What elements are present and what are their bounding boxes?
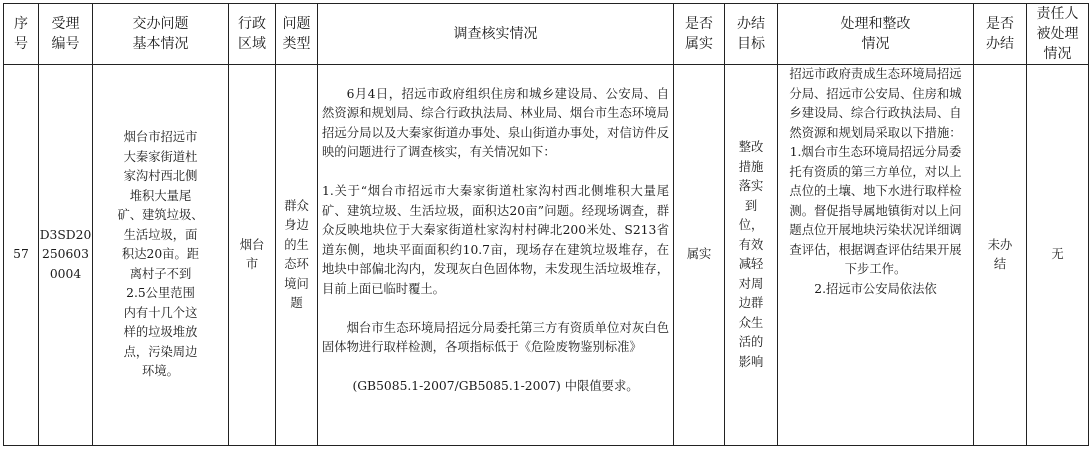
- rectification-para-1: 招远市政府责成生态环境局招远分局、招远市公安局、住房和城乡建设局、综合行政执法局、自然资源和规划局采取以下措施：: [789, 67, 962, 140]
- investigation-para-4: (GB5085.1-2007/GB5085.1-2007) 中限值要求。: [352, 379, 639, 393]
- table-row: [4, 65, 1089, 446]
- investigation-para-3: 烟台市生态环境局招远分局委托第三方有资质单位对灰白色固体物进行取样检测，各项指标低于《危险废物鉴别标准》: [322, 320, 669, 354]
- header-issue-type: 问题 类型: [276, 4, 318, 65]
- investigation-para-1: 6月4日，招远市政府组织住房和城乡建设局、公安局、自然资源和规划局、综合行政执法局、林业局、烟台市生态环境局招远分局以及大秦家街道办事处、泉山街道办事处，对信访件反映的问题进行了调查核实，有关情况如下：: [322, 86, 669, 159]
- cell-accountability: 无: [1027, 65, 1089, 446]
- cell-district: 烟台 市: [229, 65, 276, 446]
- cell-completed: 未办 结: [974, 65, 1027, 446]
- header-row: [4, 4, 1089, 65]
- cell-goal: 整改 措施 落实 到 位， 有效 减轻 对周 边群 众生 活的 影响: [725, 65, 778, 446]
- header-completed: 是否 办结: [974, 4, 1027, 65]
- cell-seq: 57: [4, 65, 39, 446]
- header-verified: 是否 属实: [674, 4, 725, 65]
- cell-investigation: [318, 65, 674, 446]
- rectification-para-2: 1.烟台市生态环境局招远分局委托有资质的第三方单位，对以上点位的土壤、地下水进行取样检测。督促指导属地镇街对以上问题点位开展地块污染状况详细调查评估，根据调查评估结果开展下步工作。: [789, 145, 962, 276]
- header-accountability: 责任人 被处理 情况: [1027, 4, 1089, 65]
- header-issue: 交办问题 基本情况: [93, 4, 229, 65]
- header-rectification: 处理和整改 情况: [778, 4, 974, 65]
- header-case-no: 受理 编号: [39, 4, 93, 65]
- cell-verified: 属实: [674, 65, 725, 446]
- rectification-para-3: 2.招远市公安局依法依: [814, 281, 937, 296]
- header-district: 行政 区域: [229, 4, 276, 65]
- investigation-para-2: 1.关于“烟台市招远市大秦家街道杜家沟村西北侧堆积大量尾矿、建筑垃圾、生活垃圾，面积达20亩”问题。经现场调查，群众反映地块位于大秦家街道杜家沟村村碑北200米处、S213省道东侧，地块平面面积约10.7亩，现场存在建筑垃圾堆存，在地块中部偏北沟内，发现灰白色固体物，未发现生活垃圾堆存，目前上面已临时覆土。: [322, 184, 669, 296]
- header-goal: 办结 目标: [725, 4, 778, 65]
- cell-case-no: D3SD20 250603 0004: [39, 65, 93, 446]
- cell-rectification: [778, 65, 974, 446]
- cell-issue-type: 群众 身边 的生 态环 境问 题: [276, 65, 318, 446]
- cell-issue: 烟台市招远市 大秦家街道杜 家沟村西北侧 堆积大量尾 矿、建筑垃圾、 生活垃圾，面 积达20亩。距 离村子不到 2.5公里范围 内有十几个这 样的垃圾堆放 点，污染周边 环境。: [93, 65, 229, 446]
- header-seq: 序 号: [4, 4, 39, 65]
- case-table: [3, 3, 1089, 446]
- header-investigation: 调查核实情况: [318, 4, 674, 65]
